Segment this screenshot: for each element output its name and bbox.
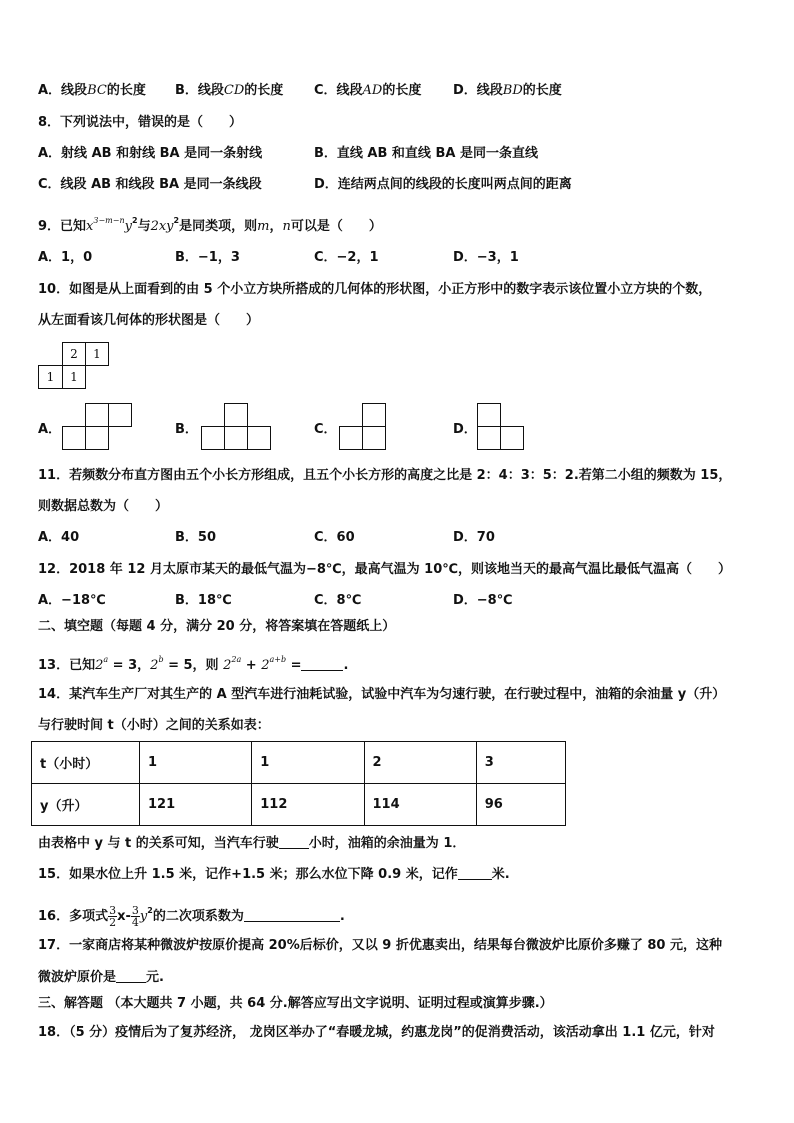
q18-stem: 18．（5 分）疫情后为了复苏经济， 龙岗区举办了“春暖龙城，约惠龙岗”的促消费活动，该活动拿出 1.1 亿元，针对 <box>38 1025 715 1040</box>
q10-option-b-label: B． <box>175 422 198 437</box>
q13-answer-blank <box>301 657 343 671</box>
table-cell: 96 <box>476 784 565 826</box>
q17-stem-line2: 微波炉原价是 元. <box>38 970 164 985</box>
q12-option-a: A．−18℃ <box>38 593 106 608</box>
q10-stem-line1: 10．如图是从上面看到的由 5 个小立方块所搭成的几何体的形状图，小正方形中的数字表示该位置小立方块的个数， <box>38 282 712 297</box>
table-cell: 114 <box>364 784 476 826</box>
q16-answer-blank <box>244 908 340 922</box>
q11-stem-line2: 则数据总数为（ ） <box>38 499 169 514</box>
table-row <box>32 742 566 784</box>
q8-option-d: D．连结两点间的线段的长度叫两点间的距离 <box>314 177 572 192</box>
table-cell: 121 <box>140 784 252 826</box>
section-3-heading: 三、解答题 （本大题共 7 小题，共 64 分.解答应写出文字说明、证明过程或演算步骤.） <box>38 996 553 1011</box>
q12-option-b: B．18℃ <box>175 593 232 608</box>
q9-option-b: B．−1，3 <box>175 250 240 265</box>
grid-cell: 1 <box>38 365 63 389</box>
table-cell: 1 <box>140 742 252 784</box>
q10-option-a-shape <box>62 403 136 451</box>
q10-option-a-label: A． <box>38 422 62 437</box>
q14-stem-line1: 14．某汽车生产厂对其生产的 A 型汽车进行油耗试验，试验中汽车为匀速行驶，在行驶过程中，油箱的余油量 y（升） <box>38 687 726 702</box>
table-cell: y（升） <box>32 784 140 826</box>
table-cell: 2 <box>364 742 476 784</box>
grid-cell: 2 <box>62 342 86 366</box>
q10-option-c-label: C． <box>314 422 337 437</box>
q11-option-c: C．60 <box>314 530 355 545</box>
q10-stem-line2: 从左面看该几何体的形状图是（ ） <box>38 313 260 328</box>
q9-option-a: A．1，0 <box>38 250 93 265</box>
q8-option-b: B．直线 AB 和直线 BA 是同一条直线 <box>314 146 538 161</box>
table-cell: 112 <box>252 784 364 826</box>
q12-option-c: C．8℃ <box>314 593 362 608</box>
q8-stem: 8．下列说法中，错误的是（ ） <box>38 115 243 130</box>
q7-option-c: C．线段AD的长度 <box>314 83 422 98</box>
table-cell: 1 <box>252 742 364 784</box>
q9-stem: 9．已知$x^{3-m-n}y^2$与$2xy^2$是同类项，则m，n可以是（ ） <box>38 216 382 234</box>
q10-option-d-label: D． <box>453 422 477 437</box>
q10-option-b-shape <box>201 403 275 451</box>
grid-cell: 1 <box>62 365 86 389</box>
q8-option-c: C．线段 AB 和线段 BA 是同一条线段 <box>38 177 262 192</box>
table-cell: t（小时） <box>32 742 140 784</box>
q7-option-a: A．线段BC的长度 <box>38 83 146 98</box>
q14-question: 由表格中 y 与 t 的关系可知，当汽车行驶 小时，油箱的余油量为 1． <box>38 836 466 851</box>
table-row <box>32 784 566 826</box>
q13-stem: 13．已知$2^a = 3$，$2^b = 5$，则 $2^{2a} + 2^{a+b}$ = . <box>38 655 349 673</box>
q11-option-d: D．70 <box>453 530 495 545</box>
q9-option-d: D．−3，1 <box>453 250 519 265</box>
q11-option-b: B．50 <box>175 530 216 545</box>
q10-option-d-shape <box>477 403 527 451</box>
q10-option-c-shape <box>339 403 389 451</box>
q15-answer-blank <box>458 866 492 880</box>
table-cell: 3 <box>476 742 565 784</box>
q7-option-d: D．线段BD的长度 <box>453 83 562 98</box>
q14-answer-blank <box>279 835 309 849</box>
q8-option-a: A．射线 AB 和射线 BA 是同一条射线 <box>38 146 263 161</box>
q14-stem-line2: 与行驶时间 t（小时）之间的关系如表： <box>38 718 270 733</box>
q11-stem-line1: 11．若频数分布直方图由五个小长方形组成，且五个小长方形的高度之比是 2：4：3：5：2.若第二小组的频数为 15， <box>38 468 732 483</box>
q14-data-table <box>31 741 566 826</box>
q16-stem: 16．多项式 $\frac{3}{2}$ x- $\frac{3}{4}$ $y^2$的二次项系数为 . <box>38 904 345 929</box>
grid-cell: 1 <box>85 342 109 366</box>
q7-option-b: B．线段CD的长度 <box>175 83 284 98</box>
q12-option-d: D．−8℃ <box>453 593 513 608</box>
q12-stem: 12．2018 年 12 月太原市某天的最低气温为−8℃，最高气温为 10℃，则该地当天的最高气温比最低气温高（ ） <box>38 562 731 577</box>
q17-stem-line1: 17．一家商店将某种微波炉按原价提高 20%后标价，又以 9 折优惠卖出，结果每台微波炉比原价多赚了 80 元，这种 <box>38 938 722 953</box>
fraction: $\frac{3}{2}$ <box>109 904 117 929</box>
fraction: $\frac{3}{4}$ <box>131 904 139 929</box>
q17-answer-blank <box>116 969 146 983</box>
q15-stem: 15．如果水位上升 1.5 米，记作+1.5 米；那么水位下降 0.9 米，记作 米. <box>38 867 510 882</box>
q9-option-c: C．−2，1 <box>314 250 379 265</box>
q11-option-a: A．40 <box>38 530 80 545</box>
section-2-heading: 二、填空题（每题 4 分，满分 20 分，将答案填在答题纸上） <box>38 619 396 634</box>
